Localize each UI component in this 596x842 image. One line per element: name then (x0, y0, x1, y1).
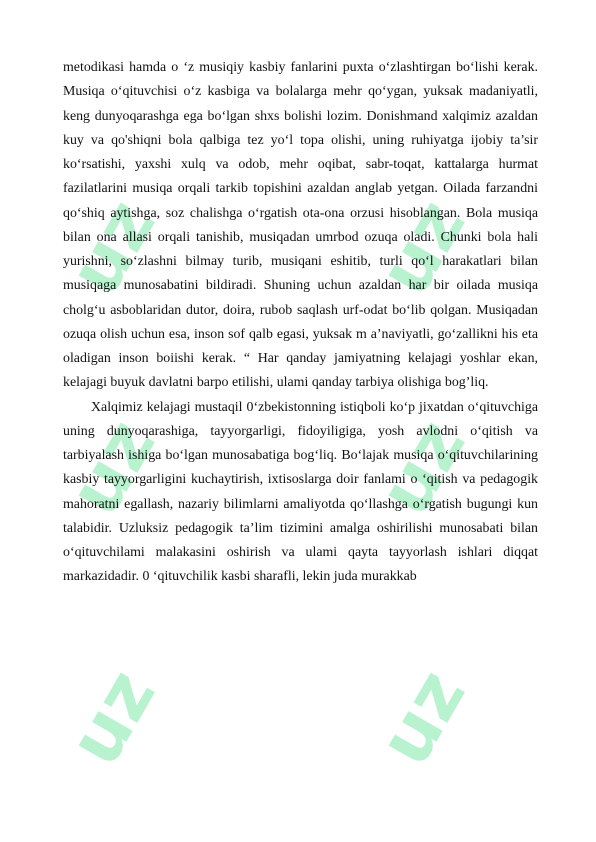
watermark-mark: uz (361, 405, 482, 529)
watermark-mark: uz (51, 405, 172, 529)
watermark-mark: uz (51, 185, 172, 309)
body-text (63, 56, 538, 590)
paragraph: Xalqimiz kelajagi mustaqil 0‘zbekistonning istiqboli ko‘p jixatdan o‘qituvchiga uning dunyoqarashiga, tayyorgarligi, fidoyiligiga, yosh avlodni o‘qitish va tarbiyalash ishiga bo‘lgan munosabatiga bog‘liq. Bo‘lajak musiqa o‘qituvchilarining kasbiy tayyorgarligini kuchaytirish, ixtisoslarga doir fanlami o ‘qitish va pedagogik mahoratni egallash, nazariy bilimlarni amaliyotda qo‘llashga o‘rgatish bugungi kun talabidir. Uzluksiz pedagogik ta’lim tizimini amalga oshirilishi munosabati bilan o‘qituvchilami malakasini oshirish va ulami qayta tayyorlash ishlari diqqat markazidadir. 0 ‘qituvchilik kasbi sharafli, lekin juda murakkab (63, 399, 538, 585)
watermark-mark: uz (51, 655, 172, 779)
watermark-mark: uz (361, 655, 482, 779)
paragraph: metodikasi hamda o ‘z musiqiy kasbiy fanlarini puxta o‘zlashtirgan bo‘lishi kerak. Musiqa o‘qituvchisi o‘z kasbiga va bolalarga mehr qo‘ygan, yuksak madaniyatli, keng dunyoqarashga ega bo‘lgan shxs bolishi lozim. Donishmand xalqimiz azaldan kuy va qo'shiqni bola qalbiga tez yo‘l topa olishi, uning ruhiyatga ijobiy ta’sir ko‘rsatishi, yaxshi xulq va odob, mehr oqibat, sabr-toqat, kattalarga hurmat fazilatlarini musiqa orqali tarkib topishini azaldan anglab yetgan. Oilada farzandni qo‘shiq aytishga, soz chalishga o‘rgatish ota-ona orzusi hisoblangan. Bola musiqa bilan ona allasi orqali tanishib, musiqadan umrbod ozuqa oladi. Chunki bola hali yurishni, so‘zlashni bilmay turib, musiqani eshitib, turli qo‘l harakatlari bilan musiqaga munosabatini bildiradi. Shuning uchun azaldan har bir oilada musiqa cholg‘u asboblaridan dutor, doira, rubob saqlash urf-odat bo‘lib qolgan. Musiqadan ozuqa olish uchun esa, inson sof qalb egasi, yuksak m a’naviyatli, go‘zallikni his eta oladigan inson boiishi kerak. “ Har qanday jamiyatning kelajagi yoshlar ekan, kelajagi buyuk davlatni barpo etilishi, ulami qanday tarbiya olishiga bog’liq. (63, 60, 538, 391)
watermark-mark: uz (361, 185, 482, 309)
